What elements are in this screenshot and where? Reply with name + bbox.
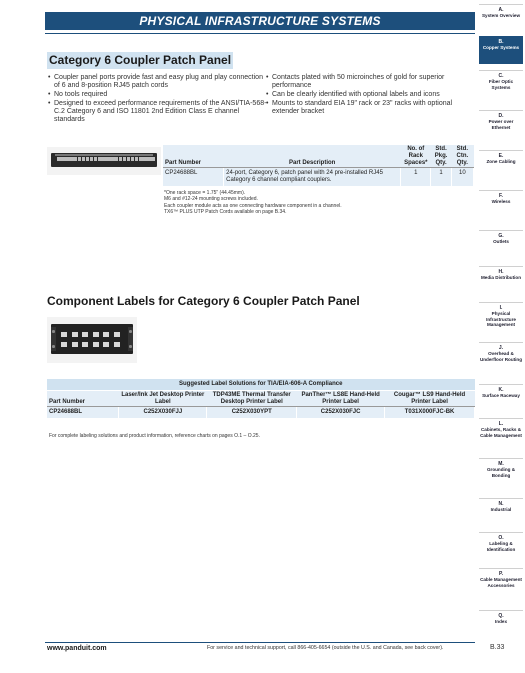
sidebar-item-label: Copper Systems bbox=[482, 45, 520, 51]
column-header: Std. Pkg. Qty. bbox=[431, 145, 451, 168]
rj45-port bbox=[73, 157, 77, 161]
sidebar-item-physical-infrastructure-management[interactable] bbox=[479, 302, 523, 342]
patch-panel-image bbox=[47, 147, 161, 175]
rj45-port bbox=[90, 157, 94, 161]
sidebar-item-letter: G. bbox=[498, 233, 504, 239]
rj45-port bbox=[135, 157, 139, 161]
rj45-port bbox=[86, 157, 90, 161]
part-number-cell: CP24688BL bbox=[163, 168, 224, 186]
part-description-cell: 24-port, Category 6, patch panel with 24 pre-installed RJ45 Category 6 channel compliant couplers. bbox=[224, 168, 401, 186]
sidebar-item-letter: O. bbox=[498, 535, 504, 541]
header-bar bbox=[45, 12, 475, 30]
sidebar-item-label: Index bbox=[495, 619, 507, 625]
sidebar-item-grounding-bonding[interactable] bbox=[479, 458, 523, 496]
label-cell: C252X030FJC bbox=[297, 407, 385, 418]
sidebar-item-letter: K. bbox=[498, 387, 504, 393]
rj45-port bbox=[98, 157, 102, 161]
rj45-port bbox=[147, 157, 151, 161]
sidebar-item-letter: F. bbox=[499, 193, 503, 199]
table-row bbox=[47, 407, 475, 418]
column-header: TDP43ME Thermal Transfer Desktop Printer Label bbox=[207, 390, 297, 407]
sidebar-item-label: Industrial bbox=[490, 507, 512, 513]
rj45-port bbox=[110, 157, 114, 161]
sidebar-item-label: Cabinets, Racks & Cable Management bbox=[480, 427, 522, 438]
rj45-port bbox=[57, 157, 61, 161]
sidebar-item-letter: L. bbox=[498, 421, 504, 427]
rj45-port bbox=[61, 342, 67, 347]
sidebar-item-letter: J. bbox=[498, 345, 504, 351]
sidebar-item-cabinets-racks-cable-management[interactable] bbox=[479, 418, 523, 458]
ctn-qty-cell: 10 bbox=[451, 168, 473, 186]
sidebar-item-label: Media Distribution bbox=[480, 275, 522, 281]
part-table bbox=[163, 145, 474, 186]
rj45-port bbox=[93, 332, 99, 337]
table-row bbox=[163, 168, 474, 186]
rj45-port bbox=[106, 157, 110, 161]
sidebar-item-label: Labeling & Identification bbox=[486, 541, 516, 552]
feature-item: • No tools required bbox=[48, 91, 268, 99]
sidebar-item-letter: H. bbox=[498, 269, 504, 275]
sidebar-item-letter: P. bbox=[498, 571, 504, 577]
column-header: Laser/Ink Jet Desktop Printer Label bbox=[119, 390, 207, 407]
page-number: B.33 bbox=[490, 644, 505, 651]
sidebar-item-system-overview[interactable] bbox=[479, 4, 523, 34]
table-caption: Suggested Label Solutions for TIA/EIA-606-A Compliance bbox=[47, 379, 475, 390]
footer-url[interactable]: www.panduit.com bbox=[47, 645, 107, 652]
rj45-port bbox=[69, 157, 73, 161]
mount-hole bbox=[129, 345, 132, 348]
feature-list-left bbox=[48, 74, 268, 125]
feature-item: • Mounts to standard EIA 19" rack or 23" racks with optional extender bracket bbox=[266, 100, 476, 116]
rj45-port bbox=[78, 157, 82, 161]
column-header: Cougar™ LS9 Hand-Held Printer Label bbox=[385, 390, 475, 407]
rj45-port bbox=[61, 332, 67, 337]
sidebar-item-label: Cable Management Accessories bbox=[480, 577, 522, 588]
mount-hole bbox=[129, 330, 132, 333]
feature-item: • Contacts plated with 50 microinches of gold for superior performance bbox=[266, 74, 476, 90]
column-header: PanTher™ LS8E Hand-Held Printer Label bbox=[297, 390, 385, 407]
sidebar-item-surface-raceway[interactable] bbox=[479, 384, 523, 418]
sidebar-item-letter: N. bbox=[498, 501, 504, 507]
label-solutions-table bbox=[47, 379, 475, 418]
section-title: Category 6 Coupler Patch Panel bbox=[49, 53, 232, 67]
panel-ear bbox=[51, 327, 56, 351]
feature-item: • Can be clearly identified with optional labels and icons bbox=[266, 91, 476, 99]
rj45-port bbox=[103, 332, 109, 337]
mount-hole bbox=[52, 345, 55, 348]
rj45-port bbox=[82, 332, 88, 337]
column-header: No. of Rack Spaces* bbox=[401, 145, 431, 168]
rj45-port bbox=[94, 157, 98, 161]
note-line: *One rack space = 1.75" (44.45mm). bbox=[164, 190, 246, 196]
label-cell: T031X000FJC-BK bbox=[385, 407, 475, 418]
rj45-port bbox=[139, 157, 143, 161]
sidebar-item-label: Outlets bbox=[493, 239, 509, 245]
note-line: TX6™ PLUS UTP Patch Cords available on page B.34. bbox=[164, 208, 287, 215]
sidebar-item-wireless[interactable] bbox=[479, 190, 523, 224]
sidebar-item-label: Fiber Optic Systems bbox=[488, 79, 514, 90]
sidebar-item-outlets[interactable] bbox=[479, 230, 523, 264]
feature-item: • Coupler panel ports provide fast and easy plug and play connection of 6 and 8-position RJ45 patch cords bbox=[48, 74, 268, 90]
pkg-qty-cell: 1 bbox=[431, 168, 451, 186]
rj45-port bbox=[151, 157, 155, 161]
rj45-port bbox=[102, 157, 106, 161]
section-sidebar bbox=[479, 0, 525, 640]
column-header: Std. Ctn. Qty. bbox=[451, 145, 473, 168]
sidebar-item-fiber-optic-systems[interactable] bbox=[479, 70, 523, 106]
sidebar-item-label: Zone Cabling bbox=[486, 159, 516, 165]
rj45-port bbox=[143, 157, 147, 161]
column-header: Part Description bbox=[224, 145, 401, 168]
labeled-panel-body bbox=[51, 324, 133, 354]
rj45-port bbox=[72, 332, 78, 337]
part-number-cell: CP24688BL bbox=[47, 407, 119, 418]
note-line: M6 and #12-24 mounting screws included. bbox=[164, 196, 258, 203]
rack-spaces-cell: 1 bbox=[401, 168, 431, 186]
section-title: Component Labels for Category 6 Coupler Patch Panel bbox=[47, 294, 360, 308]
section-title-highlight bbox=[47, 52, 233, 69]
rj45-port bbox=[65, 157, 69, 161]
sidebar-item-media-distribution[interactable] bbox=[479, 266, 523, 302]
rj45-port bbox=[61, 157, 65, 161]
mount-hole bbox=[52, 330, 55, 333]
sidebar-item-label: Physical Infrastructure Management bbox=[486, 311, 516, 328]
footer-divider bbox=[45, 642, 475, 643]
rj45-port bbox=[119, 157, 123, 161]
header-title: PHYSICAL INFRASTRUCTURE SYSTEMS bbox=[139, 14, 381, 28]
sidebar-item-copper-systems[interactable] bbox=[479, 36, 523, 64]
sidebar-item-label: Grounding & Bonding bbox=[486, 467, 516, 478]
feature-item: • Designed to exceed performance requirements of the ANSI/TIA-568-C.2 Category 6 and ISO 11801 2nd Edition Class E channel standards bbox=[48, 100, 268, 125]
sidebar-item-label: Surface Raceway bbox=[482, 393, 520, 399]
sidebar-item-letter: B. bbox=[498, 39, 504, 45]
rj45-port bbox=[127, 157, 131, 161]
rj45-port bbox=[72, 342, 78, 347]
sidebar-item-cable-management-accessories[interactable] bbox=[479, 568, 523, 608]
sidebar-item-zone-cabling[interactable] bbox=[479, 150, 523, 184]
sidebar-item-letter: C. bbox=[498, 73, 504, 79]
label-cell: C252X030YPT bbox=[207, 407, 297, 418]
rj45-port bbox=[123, 157, 127, 161]
sidebar-item-letter: Q. bbox=[498, 613, 504, 619]
rj45-port bbox=[103, 342, 109, 347]
sidebar-item-overhead-underfloor-routing[interactable] bbox=[479, 342, 523, 382]
sidebar-item-letter: A. bbox=[498, 7, 504, 13]
sidebar-item-letter: D. bbox=[498, 113, 504, 119]
table-caption-row bbox=[47, 379, 475, 390]
rj45-port bbox=[93, 342, 99, 347]
feature-list-right bbox=[266, 74, 476, 117]
rj45-port bbox=[114, 157, 118, 161]
panel-ear bbox=[128, 327, 133, 351]
sidebar-item-label: Power over Ethernet bbox=[488, 119, 514, 130]
table-header-row bbox=[47, 390, 475, 407]
sidebar-item-label: System Overview bbox=[481, 13, 521, 19]
rj45-port bbox=[82, 157, 86, 161]
table-header-row bbox=[163, 145, 474, 168]
note-line: Each coupler module acts as one connecting hardware component in a channel. bbox=[164, 202, 342, 209]
footer-support-text: For service and technical support, call 866-405-6654 (outside the U.S. and Canada, see back cover). bbox=[207, 645, 444, 651]
sidebar-item-label: Overhead & Underfloor Routing bbox=[479, 351, 523, 362]
sidebar-item-letter: E. bbox=[498, 153, 504, 159]
panel-label-strip bbox=[55, 154, 153, 156]
sidebar-item-index[interactable] bbox=[479, 610, 523, 638]
sidebar-item-label: Wireless bbox=[491, 199, 511, 205]
labeled-panel-image bbox=[47, 317, 137, 363]
sidebar-item-labeling-identification[interactable] bbox=[479, 532, 523, 568]
rj45-port bbox=[82, 342, 88, 347]
table-notes bbox=[164, 190, 474, 215]
sidebar-item-industrial[interactable] bbox=[479, 498, 523, 532]
rj45-port bbox=[114, 332, 120, 337]
patch-panel-body bbox=[51, 153, 157, 167]
rj45-port bbox=[114, 342, 120, 347]
label-cell: C252X030FJJ bbox=[119, 407, 207, 418]
column-header: Part Number bbox=[47, 390, 119, 407]
labeling-note: For complete labeling solutions and product information, reference charts on pages O.1 – O.25. bbox=[49, 433, 260, 439]
sidebar-item-letter: I. bbox=[499, 305, 503, 311]
header-divider bbox=[45, 33, 475, 34]
sidebar-item-letter: M. bbox=[498, 461, 504, 467]
column-header: Part Number bbox=[163, 145, 224, 168]
rj45-port bbox=[131, 157, 135, 161]
sidebar-item-power-over-ethernet[interactable] bbox=[479, 110, 523, 146]
